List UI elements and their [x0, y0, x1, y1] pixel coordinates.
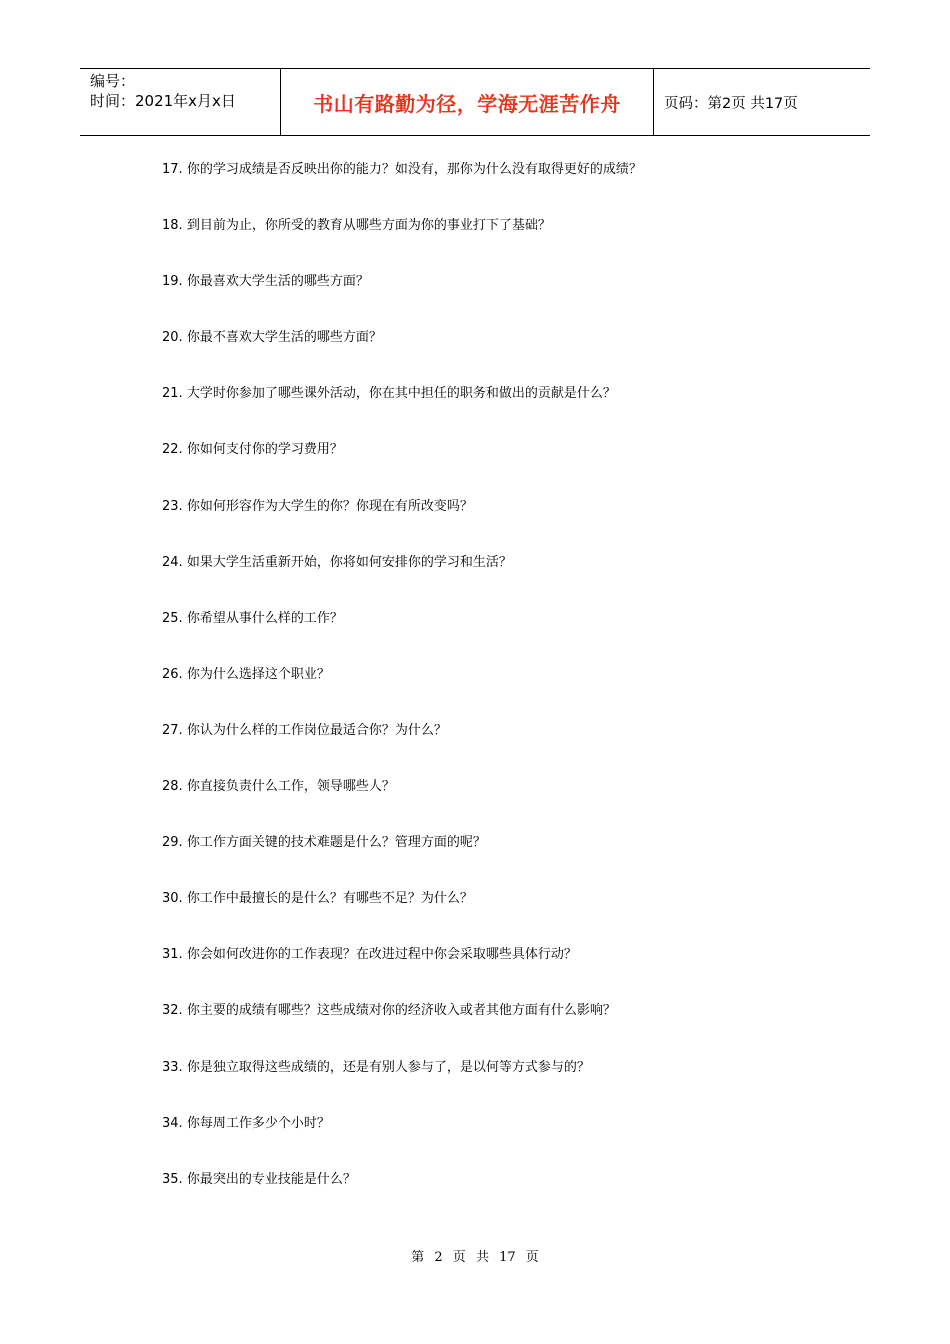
header-page-info	[654, 69, 870, 135]
question-item	[162, 1114, 642, 1170]
question-number: 25.	[162, 610, 183, 626]
question-number: 34.	[162, 1115, 183, 1131]
question-text: 你工作方面关键的技术难题是什么？管理方面的呢？	[186, 835, 486, 851]
question-number: 27.	[162, 722, 183, 738]
question-number: 33.	[162, 1059, 183, 1075]
question-item	[162, 833, 642, 889]
footer-page-word: 第	[411, 1250, 425, 1265]
question-text: 你最突出的专业技能是什么？	[186, 1171, 356, 1187]
question-text: 你如何支付你的学习费用？	[186, 442, 343, 458]
question-number: 20.	[162, 330, 183, 346]
question-number: 32.	[162, 1003, 183, 1019]
question-text: 你希望从事什么样的工作？	[186, 610, 343, 626]
question-item	[162, 1058, 642, 1114]
question-text: 你直接负责什么工作，领导哪些人？	[186, 779, 395, 795]
question-number: 26.	[162, 666, 183, 682]
question-text: 到目前为止，你所受的教育从哪些方面为你的事业打下了基础？	[186, 218, 551, 234]
question-text: 你最不喜欢大学生活的哪些方面？	[186, 330, 382, 346]
question-item	[162, 1001, 642, 1057]
footer-total-word: 共	[475, 1250, 489, 1265]
question-text: 如果大学生活重新开始，你将如何安排你的学习和生活？	[186, 554, 512, 570]
question-item	[162, 216, 642, 272]
question-item	[162, 777, 642, 833]
question-item	[162, 945, 642, 1001]
footer-total-num: 17	[499, 1250, 516, 1265]
question-item	[162, 609, 642, 665]
question-number: 23.	[162, 498, 183, 514]
question-number: 17.	[162, 162, 183, 177]
footer-page-num: 2	[434, 1250, 443, 1265]
question-text: 你是独立取得这些成绩的，还是有别人参与了，是以何等方式参与的？	[186, 1059, 590, 1075]
question-item	[162, 384, 642, 440]
question-number: 18.	[162, 218, 183, 234]
document-header	[80, 68, 870, 136]
question-item	[162, 721, 642, 777]
time-label: 时间：2021年x月x日	[90, 92, 236, 110]
question-item	[162, 272, 642, 328]
page-info-text: 页码：第2页 共17页	[664, 95, 798, 112]
question-text: 你主要的成绩有哪些？这些成绩对你的经济收入或者其他方面有什么影响？	[186, 1003, 616, 1019]
motto-text: 书山有路勤为径，学海无涯苦作舟	[313, 91, 621, 116]
question-text: 你为什么选择这个职业？	[186, 666, 330, 682]
question-text: 你的学习成绩是否反映出你的能力？如没有，那你为什么没有取得更好的成绩？	[186, 162, 642, 177]
question-number: 21.	[162, 386, 183, 402]
question-item	[162, 889, 642, 945]
page-footer	[0, 1246, 950, 1265]
header-motto-cell	[281, 69, 654, 135]
question-item	[162, 553, 642, 609]
question-item	[162, 160, 642, 216]
question-number: 30.	[162, 891, 183, 907]
footer-page-unit: 页	[452, 1250, 466, 1265]
question-text: 你如何形容作为大学生的你？你现在有所改变吗？	[186, 498, 473, 514]
question-text: 你最喜欢大学生活的哪些方面？	[186, 274, 369, 290]
question-number: 29.	[162, 835, 183, 851]
question-number: 31.	[162, 947, 183, 963]
header-meta	[80, 69, 281, 135]
question-item	[162, 497, 642, 553]
question-item	[162, 1170, 642, 1226]
number-label: 编号：	[90, 72, 136, 90]
question-number: 35.	[162, 1171, 183, 1187]
question-text: 你会如何改进你的工作表现？在改进过程中你会采取哪些具体行动？	[186, 947, 577, 963]
question-list	[162, 160, 642, 1226]
question-number: 19.	[162, 274, 183, 290]
question-text: 你认为什么样的工作岗位最适合你？为什么？	[186, 722, 447, 738]
question-number: 22.	[162, 442, 183, 458]
footer-total-unit: 页	[525, 1250, 539, 1265]
question-item	[162, 328, 642, 384]
question-text: 你工作中最擅长的是什么？有哪些不足？为什么？	[186, 891, 473, 907]
question-text: 你每周工作多少个小时？	[186, 1115, 330, 1131]
question-number: 28.	[162, 779, 183, 795]
question-text: 大学时你参加了哪些课外活动，你在其中担任的职务和做出的贡献是什么？	[186, 386, 616, 402]
question-item	[162, 440, 642, 496]
question-item	[162, 665, 642, 721]
question-number: 24.	[162, 554, 183, 570]
